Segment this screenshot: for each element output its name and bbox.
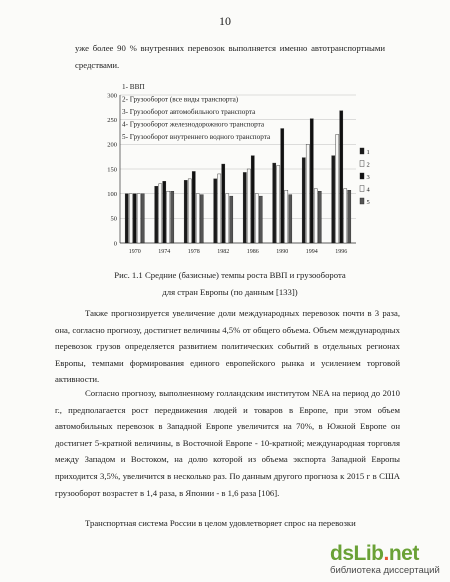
page-number: 10	[219, 14, 231, 28]
y-tick-label: 50	[110, 215, 117, 223]
bar	[332, 156, 335, 243]
x-tick-label: 1996	[335, 249, 348, 255]
y-tick-label: 0	[113, 240, 117, 248]
bar	[247, 169, 250, 243]
bar	[200, 195, 203, 243]
growth-chart	[92, 77, 372, 262]
x-tick-label: 1978	[187, 249, 200, 255]
side-legend-label: 3	[366, 174, 370, 181]
side-legend-label: 5	[366, 199, 370, 206]
bar	[125, 194, 128, 243]
y-tick-label: 200	[107, 141, 117, 149]
bar	[285, 190, 288, 243]
bar	[226, 194, 229, 243]
bar	[251, 156, 254, 243]
bar	[141, 194, 144, 243]
bar	[167, 191, 170, 243]
bar	[243, 172, 246, 243]
paragraph-russia: Транспортная система России в целом удовлетворяет спрос на перевозки	[85, 518, 356, 528]
legend-label: 2- Грузооборот (все виды транспорта)	[122, 95, 239, 104]
bar	[192, 171, 195, 243]
bar	[281, 129, 284, 243]
figure-caption-line1: Рис. 1.1 Средние (базисные) темпы роста ВВП и грузооборота	[114, 270, 346, 280]
bar	[196, 194, 199, 243]
bar	[306, 144, 309, 243]
y-tick-label: 100	[107, 191, 117, 199]
bar	[129, 194, 132, 243]
legend-label: 1- ВВП	[122, 83, 145, 91]
side-legend-swatch	[360, 161, 364, 167]
bar	[348, 190, 351, 243]
bar	[163, 181, 166, 243]
side-legend-label: 4	[366, 186, 370, 194]
bar	[133, 194, 136, 243]
legend-label: 3- Грузооборот автомобильного транспорта	[122, 108, 256, 116]
legend-label: 5- Грузооборот внутреннего водного транспорта	[122, 133, 271, 141]
side-legend-label: 2	[366, 161, 370, 169]
bar	[318, 191, 321, 243]
bar	[314, 189, 317, 243]
bar	[344, 189, 347, 243]
y-tick-label: 150	[107, 166, 117, 174]
bar	[159, 184, 162, 243]
x-tick-label: 1994	[305, 249, 318, 255]
y-tick-label: 250	[107, 117, 117, 125]
side-legend-swatch	[360, 173, 364, 179]
bar	[188, 179, 191, 243]
bar	[230, 196, 233, 243]
paragraph-international: Также прогнозируется увеличение доли международных перевозок почти в 3 раза, она, согласно прогнозу, достигнет величины 4,5% от общего объема. Объем международных перевозок грузов определяется развитием политических событий в отдельных регионах Европы, темпами формирования единого европейского рынка и усилением торговой активности.	[55, 308, 400, 385]
side-legend-swatch	[360, 186, 364, 192]
figure-caption-line2: для стран Европы (по данным [133])	[162, 287, 298, 297]
bar	[340, 111, 343, 243]
side-legend-label: 1	[366, 149, 370, 156]
bar	[289, 195, 292, 243]
side-legend-swatch	[360, 148, 364, 154]
bar	[222, 164, 225, 243]
bar	[310, 119, 313, 243]
bar	[184, 180, 187, 243]
side-legend-swatch	[360, 198, 364, 204]
dslib-watermark	[330, 542, 444, 576]
bar	[259, 196, 262, 243]
bar	[218, 174, 221, 243]
dslib-subtitle: библиотека диссертаций	[330, 565, 440, 576]
bar	[277, 166, 280, 243]
dslib-logo: dsLib.net	[330, 542, 419, 565]
bar	[171, 191, 174, 243]
bar	[255, 194, 258, 243]
legend-label: 4- Грузооборот железнодорожного транспорта	[122, 120, 265, 129]
bar	[155, 186, 158, 243]
x-tick-label: 1982	[217, 249, 230, 255]
x-tick-label: 1986	[246, 249, 259, 255]
paragraph-forecast: Согласно прогнозу, выполненному голландским институтом NEA на период до 2010 г., предполагается рост передвижения людей и товаров в Европе, при этом объем автомобильных перевозок в Западной Европе увеличится на 70%, в Южной Европе он достигнет 5-кратной величины, в Восточной Европе - 10-кратной; международная торговля между Западом и Востоком, на долю которой из объема экспорта Западной Европы приходится 3,5%, увеличится в несколько раз. По данным другого прогноза к 2015 г в США грузооборот возрастет в 1,4 раза, в Японии - в 1,6 раза [106].	[55, 388, 400, 498]
y-tick-label: 300	[107, 92, 117, 100]
bar	[302, 158, 305, 243]
bar	[214, 179, 217, 243]
x-tick-label: 1990	[276, 249, 289, 255]
x-tick-label: 1974	[158, 249, 171, 255]
bar	[273, 163, 276, 243]
bar	[137, 194, 140, 243]
paragraph-intro: уже более 90 % внутренних перевозок выполняется именно автотранспортными средствами.	[75, 43, 385, 70]
bar	[336, 134, 339, 243]
x-tick-label: 1970	[128, 249, 141, 255]
